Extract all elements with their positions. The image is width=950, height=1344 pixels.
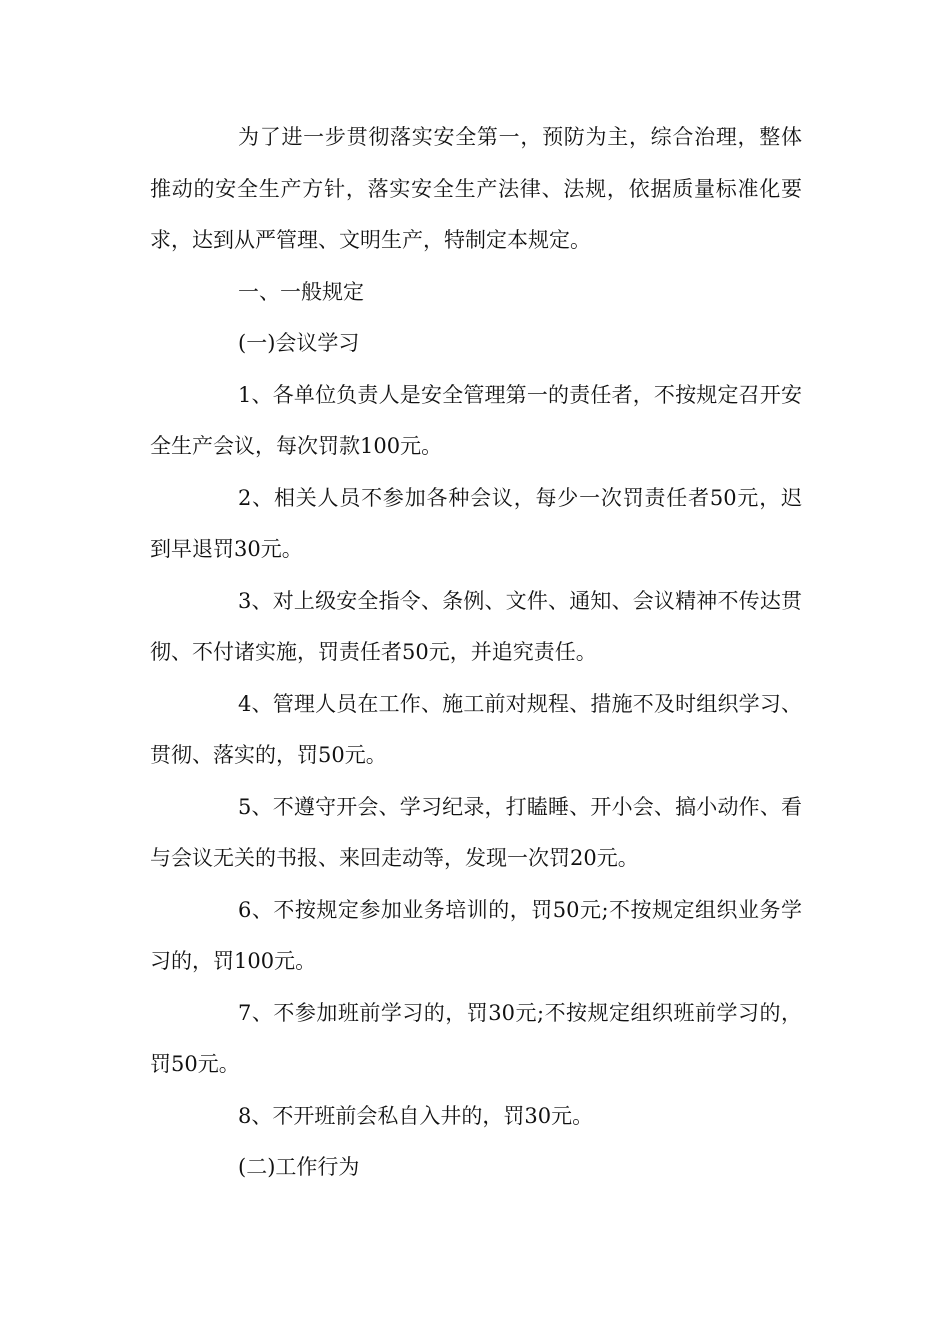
- rule-item-3: 3、对上级安全指令、条例、文件、通知、会议精神不传达贯彻、不付诸实施，罚责任者50元，并追究责任。: [150, 588, 802, 664]
- rule-item-4: 4、管理人员在工作、施工前对规程、措施不及时组织学习、贯彻、落实的，罚50元。: [150, 691, 802, 767]
- document-body: [150, 112, 802, 1194]
- section-heading-general-rules: 一、一般规定: [238, 279, 364, 304]
- subsection-heading-meeting-study: (一)会议学习: [238, 331, 360, 355]
- rule-item-2: 2、相关人员不参加各种会议，每少一次罚责任者50元，迟到早退罚30元。: [150, 485, 802, 561]
- rule-item-8: 8、不开班前会私自入井的，罚30元。: [238, 1103, 594, 1128]
- subsection-heading-work-conduct: (二)工作行为: [238, 1155, 360, 1179]
- rule-item-5: 5、不遵守开会、学习纪录，打瞌睡、开小会、搞小动作、看与会议无关的书报、来回走动等，发现一次罚20元。: [150, 794, 802, 870]
- intro-paragraph: 为了进一步贯彻落实安全第一，预防为主，综合治理，整体推动的安全生产方针，落实安全生产法律、法规，依据质量标准化要求，达到从严管理、文明生产，特制定本规定。: [150, 125, 802, 252]
- rule-item-6: 6、不按规定参加业务培训的，罚50元;不按规定组织业务学习的，罚100元。: [150, 897, 802, 973]
- rule-item-1: 1、各单位负责人是安全管理第一的责任者，不按规定召开安全生产会议，每次罚款100元。: [150, 382, 802, 458]
- rule-item-7: 7、不参加班前学习的，罚30元;不按规定组织班前学习的，罚50元。: [150, 1000, 802, 1076]
